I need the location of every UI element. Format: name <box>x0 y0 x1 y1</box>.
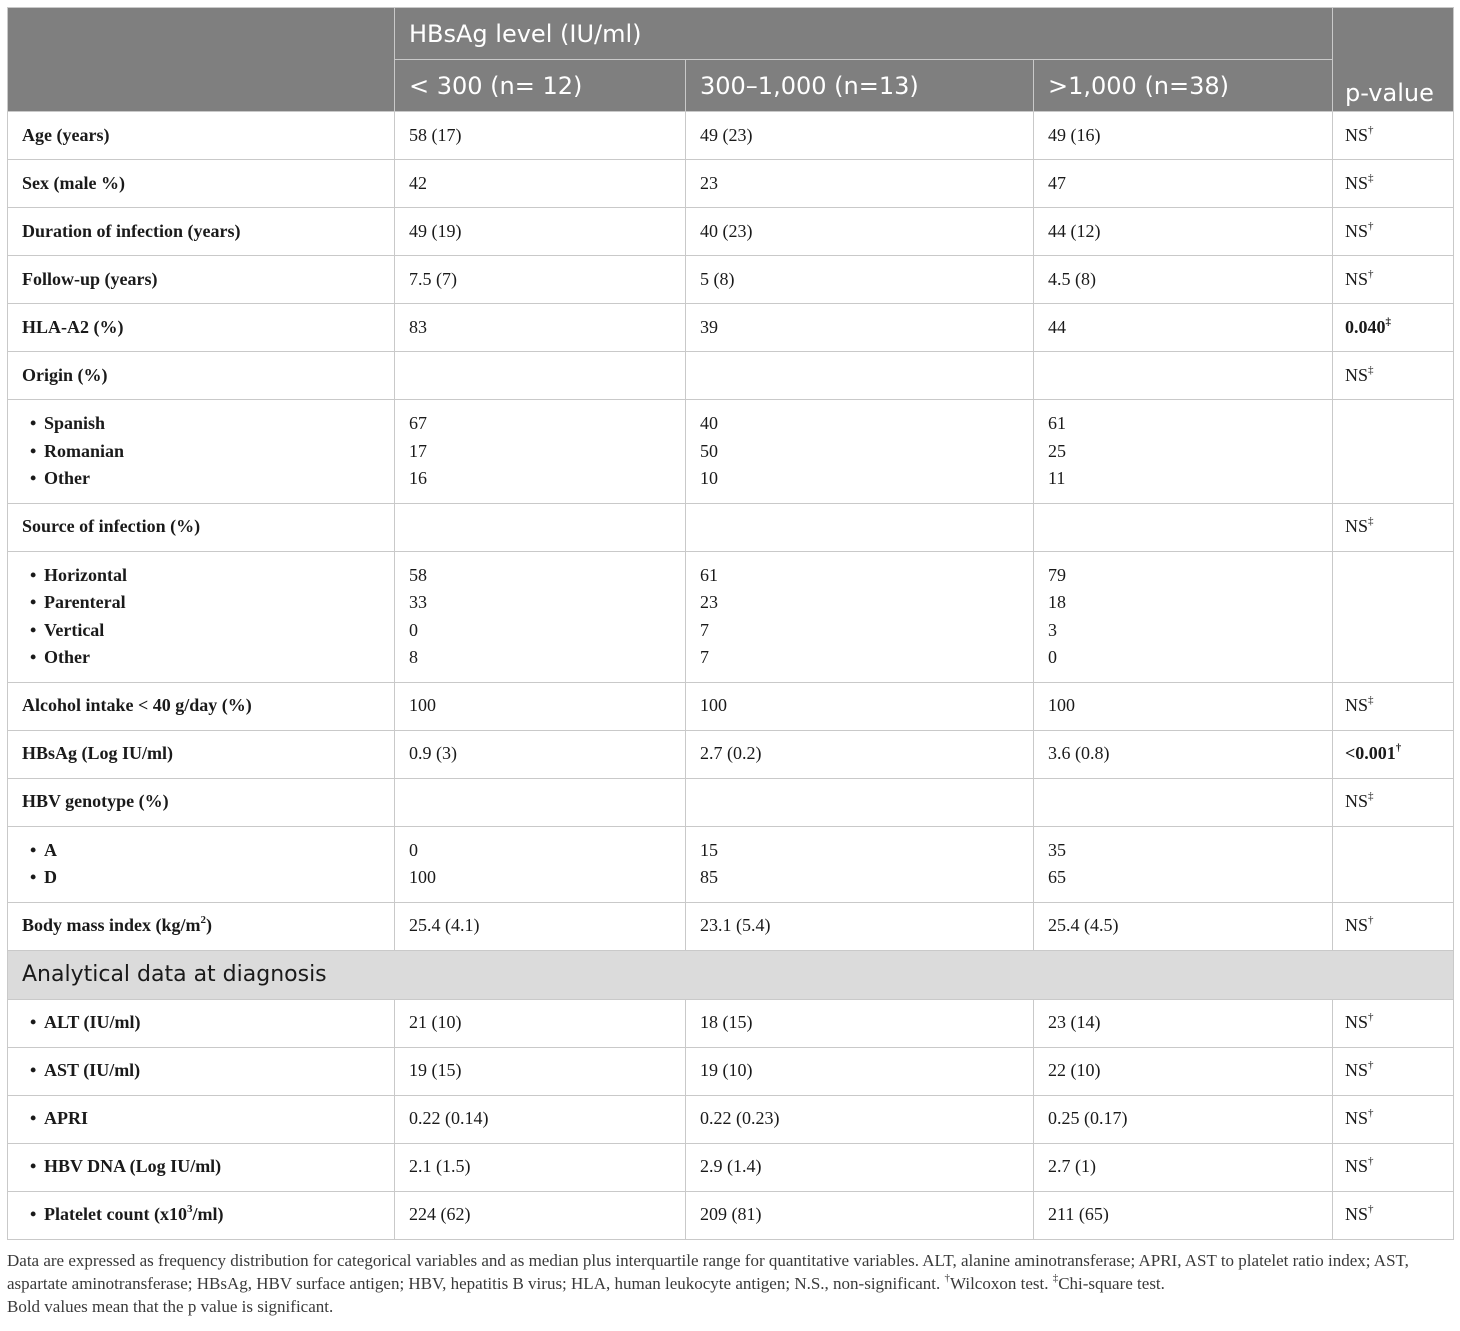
cell-pvalue: NS† <box>1333 256 1454 304</box>
table-row <box>8 256 1454 304</box>
cell-value: 18 (15) <box>686 999 1034 1047</box>
section-header-row <box>8 950 1454 999</box>
row-label: Source of infection (%) <box>8 503 395 551</box>
cell-empty <box>395 778 686 826</box>
table-row <box>8 730 1454 778</box>
table-row <box>8 999 1454 1047</box>
cell-value: 209 (81) <box>686 1191 1034 1239</box>
row-label: HBV genotype (%) <box>8 778 395 826</box>
row-label: Body mass index $(kg/m^2)$ <box>8 902 395 950</box>
table-container <box>7 7 1453 1318</box>
cell-pvalue: NS† <box>1333 1095 1454 1143</box>
subitem-values: 67 17 16 <box>395 400 686 504</box>
cell-value: 21 (10) <box>395 999 686 1047</box>
cell-value: 0.22 (0.14) <box>395 1095 686 1143</box>
subitem-label: • Horizontal <box>22 562 380 590</box>
subitem-values: 35 65 <box>1034 826 1333 902</box>
row-label: Alcohol intake < 40 g/day (%) <box>8 682 395 730</box>
subitem-labels <box>8 400 395 504</box>
cell-value: 211 (65) <box>1034 1191 1333 1239</box>
cell-value: 2.1 (1.5) <box>395 1143 686 1191</box>
cell-pvalue: NS‡ <box>1333 352 1454 400</box>
header-col-300-1000: 300–1,000 (n=13) <box>686 60 1034 112</box>
subitem-labels <box>8 551 395 682</box>
cell-empty <box>686 352 1034 400</box>
cell-value: 49 (16) <box>1034 112 1333 160</box>
cell-pvalue: NS† <box>1333 1047 1454 1095</box>
cell-value: 100 <box>686 682 1034 730</box>
subitem-values: 58 33 0 8 <box>395 551 686 682</box>
cell-empty <box>1333 551 1454 682</box>
table-row <box>8 1191 1454 1239</box>
table-row <box>8 160 1454 208</box>
subitem-values: 0 100 <box>395 826 686 902</box>
cell-value: 2.7 (0.2) <box>686 730 1034 778</box>
cell-empty <box>686 503 1034 551</box>
cell-value: 23 <box>686 160 1034 208</box>
cell-value: 39 <box>686 304 1034 352</box>
cell-value: 0.22 (0.23) <box>686 1095 1034 1143</box>
table-row <box>8 1143 1454 1191</box>
table-row-subitems <box>8 826 1454 902</box>
table-row <box>8 902 1454 950</box>
cell-pvalue: NS† <box>1333 208 1454 256</box>
cell-value: 49 (23) <box>686 112 1034 160</box>
cell-pvalue: NS‡ <box>1333 778 1454 826</box>
cell-pvalue-significant: 0.040‡ <box>1333 304 1454 352</box>
cell-value: 5 (8) <box>686 256 1034 304</box>
cell-value: 100 <box>395 682 686 730</box>
cell-value: 4.5 (8) <box>1034 256 1333 304</box>
subitem-label: • A <box>22 837 380 865</box>
row-label: • APRI <box>8 1095 395 1143</box>
row-label: • ALT (IU/ml) <box>8 999 395 1047</box>
cell-empty <box>395 352 686 400</box>
table-row <box>8 682 1454 730</box>
cell-value: 83 <box>395 304 686 352</box>
cell-value: 7.5 (7) <box>395 256 686 304</box>
cell-pvalue: NS† <box>1333 902 1454 950</box>
cell-value: 40 (23) <box>686 208 1034 256</box>
cell-empty <box>395 503 686 551</box>
header-group-title: HBsAg level (IU/ml) <box>395 8 1333 60</box>
cell-value: 2.9 (1.4) <box>686 1143 1034 1191</box>
cell-value: 49 (19) <box>395 208 686 256</box>
table-footnote: Data are expressed as frequency distribution for categorical variables and as median plus interquartile range for quantitative variables. ALT, alanine aminotransferase; APRI, AST to platelet ratio index; AST, aspartate aminotransferase; HBsAg, HBV surface antigen; HBV, hepatitis B virus; HLA, human leukocyte antigen; N.S., non-significant. †Wilcoxon test. ‡Chi-square test. Bold values mean that the p value is significant. <box>7 1250 1409 1316</box>
table-row <box>8 1095 1454 1143</box>
cell-value: 224 (62) <box>395 1191 686 1239</box>
subitem-label: • Parenteral <box>22 589 380 617</box>
section-title: Analytical data at diagnosis <box>8 950 1454 999</box>
row-label: • HBV DNA (Log IU/ml) <box>8 1143 395 1191</box>
subitem-label: • Romanian <box>22 438 380 466</box>
cell-value: 44 (12) <box>1034 208 1333 256</box>
table-row <box>8 112 1454 160</box>
cell-empty <box>1333 826 1454 902</box>
cell-value: 44 <box>1034 304 1333 352</box>
row-label: HBsAg (Log IU/ml) <box>8 730 395 778</box>
cell-value: 58 (17) <box>395 112 686 160</box>
cell-pvalue: NS† <box>1333 1191 1454 1239</box>
subitem-label: • D <box>22 864 380 892</box>
cell-pvalue: NS‡ <box>1333 160 1454 208</box>
row-label: • AST (IU/ml) <box>8 1047 395 1095</box>
cell-pvalue-significant: <0.001† <box>1333 730 1454 778</box>
cell-empty <box>1034 503 1333 551</box>
subitem-values: 61 23 7 7 <box>686 551 1034 682</box>
cell-pvalue: NS‡ <box>1333 503 1454 551</box>
table-row-subitems <box>8 400 1454 504</box>
row-label: Sex (male %) <box>8 160 395 208</box>
cell-value: 0.9 (3) <box>395 730 686 778</box>
row-label: Origin (%) <box>8 352 395 400</box>
cell-value: 47 <box>1034 160 1333 208</box>
hbsag-characteristics-table <box>7 7 1454 1240</box>
table-row <box>8 208 1454 256</box>
cell-value: 42 <box>395 160 686 208</box>
table-row <box>8 1047 1454 1095</box>
cell-value: 19 (10) <box>686 1047 1034 1095</box>
cell-pvalue: NS† <box>1333 999 1454 1047</box>
subitem-label: • Other <box>22 465 380 493</box>
table-row <box>8 304 1454 352</box>
cell-value: 0.25 (0.17) <box>1034 1095 1333 1143</box>
cell-pvalue: NS‡ <box>1333 682 1454 730</box>
row-label: Duration of infection (years) <box>8 208 395 256</box>
cell-value: 25.4 (4.1) <box>395 902 686 950</box>
header-col-gt1000: >1,000 (n=38) <box>1034 60 1333 112</box>
table-row <box>8 503 1454 551</box>
subitem-label: • Other <box>22 644 380 672</box>
cell-empty <box>686 778 1034 826</box>
cell-pvalue: NS† <box>1333 1143 1454 1191</box>
row-label: Age (years) <box>8 112 395 160</box>
cell-empty <box>1034 352 1333 400</box>
cell-value: 23 (14) <box>1034 999 1333 1047</box>
cell-pvalue: NS† <box>1333 112 1454 160</box>
cell-empty <box>1333 400 1454 504</box>
cell-empty <box>1034 778 1333 826</box>
header-col-lt300: < 300 (n= 12) <box>395 60 686 112</box>
subitem-values: 61 25 11 <box>1034 400 1333 504</box>
row-label: • Platelet count $(x10^3/ml)$ <box>8 1191 395 1239</box>
cell-value: 2.7 (1) <box>1034 1143 1333 1191</box>
table-row-subitems <box>8 551 1454 682</box>
header-pvalue: p-value <box>1333 8 1454 112</box>
header-empty-cell <box>8 8 395 112</box>
table-row <box>8 778 1454 826</box>
subitem-label: • Vertical <box>22 617 380 645</box>
cell-value: 19 (15) <box>395 1047 686 1095</box>
header-row-group <box>8 8 1454 60</box>
cell-value: 25.4 (4.5) <box>1034 902 1333 950</box>
subitem-labels <box>8 826 395 902</box>
table-row <box>8 352 1454 400</box>
subitem-values: 40 50 10 <box>686 400 1034 504</box>
row-label: HLA-A2 (%) <box>8 304 395 352</box>
row-label: Follow-up (years) <box>8 256 395 304</box>
subitem-label: • Spanish <box>22 410 380 438</box>
subitem-values: 79 18 3 0 <box>1034 551 1333 682</box>
cell-value: 100 <box>1034 682 1333 730</box>
cell-value: 23.1 (5.4) <box>686 902 1034 950</box>
cell-value: 3.6 (0.8) <box>1034 730 1333 778</box>
cell-value: 22 (10) <box>1034 1047 1333 1095</box>
subitem-values: 15 85 <box>686 826 1034 902</box>
